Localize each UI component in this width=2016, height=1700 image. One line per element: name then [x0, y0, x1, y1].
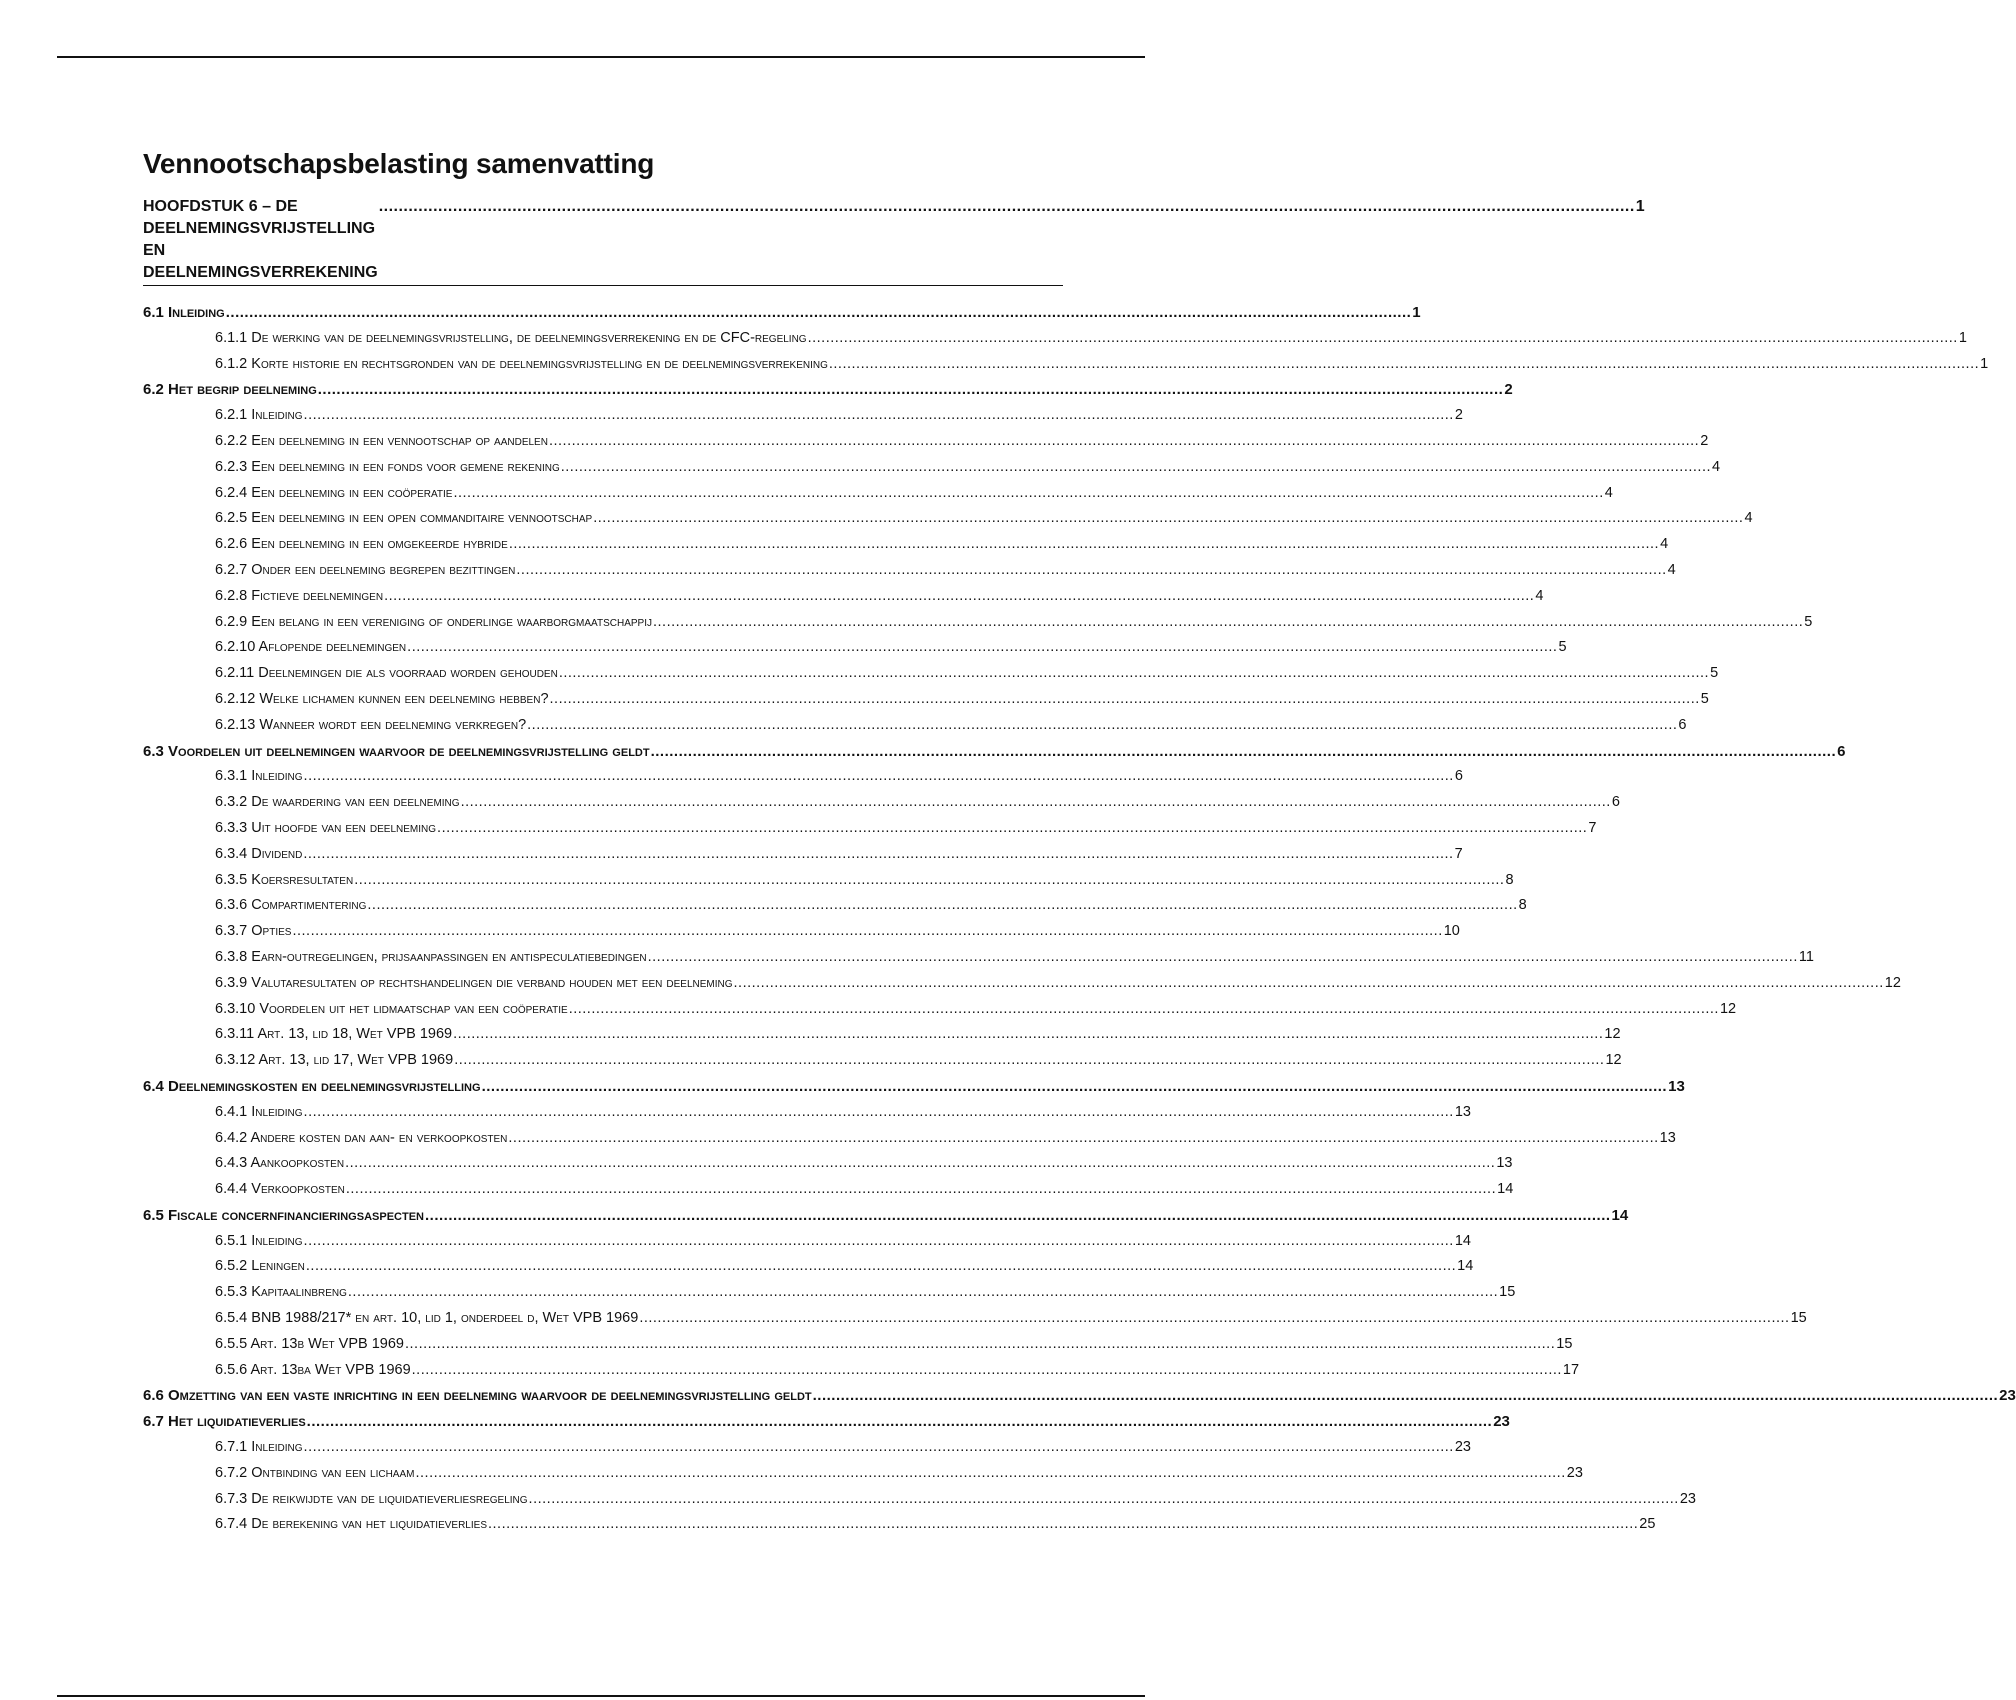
toc-entry-page: 12	[1884, 974, 1901, 991]
toc-entry-page: 23	[1493, 1413, 1510, 1431]
toc-entry-label: 6.3.12 Art. 13, lid 17, Wet VPB 1969	[215, 1052, 454, 1069]
toc-entry-page: 15	[1790, 1310, 1807, 1327]
toc-entry-label: 6.3.6 Compartimentering	[215, 897, 367, 914]
toc-entry-page: 1	[1412, 304, 1421, 321]
toc-entry-label: 6.7.4 De berekening van het liquidatieverlies	[215, 1516, 487, 1533]
toc-entry-page: 5	[1710, 665, 1719, 682]
toc-subsection-entry[interactable]	[143, 1358, 1580, 1384]
toc-leader-dots	[653, 610, 1803, 636]
toc-leader-dots	[813, 1383, 1999, 1409]
toc-section-entry[interactable]	[143, 377, 1513, 403]
toc-leader-dots	[454, 1048, 1604, 1074]
toc-entry-label: 6.2.8 Fictieve deelnemingen	[215, 587, 384, 604]
toc-entry-label: 6.2.4 Een deelneming in een coöperatie	[215, 484, 453, 501]
toc-chapter-label: HOOFDSTUK 6 – DE DEELNEMINGSVRIJSTELLING EN DEELNEMINGSVERREKENING	[143, 198, 378, 281]
toc-entry-label: 6.6 Omzetting van een vaste inrichting in een deelneming waarvoor de deelnemingsvrijstelling geldt	[143, 1387, 812, 1405]
toc-entry-page: 15	[1556, 1335, 1573, 1352]
toc-leader-dots	[569, 997, 1719, 1023]
toc-entry-label: 6.1 Inleiding	[143, 304, 225, 321]
toc-entry-page: 4	[1660, 536, 1669, 553]
toc-entry-page: 23	[1454, 1439, 1471, 1456]
toc-section-entry[interactable]	[143, 739, 1846, 765]
toc-subsection-entry[interactable]	[143, 1151, 1513, 1177]
toc-subsection-entry[interactable]	[143, 1280, 1516, 1306]
toc-leader-dots	[509, 532, 1659, 558]
toc-leader-dots	[304, 403, 1454, 429]
toc-entry-label: 6.2.9 Een belang in een vereniging of onderlinge waarborgmaatschappij	[215, 613, 652, 630]
toc-subsection-entry[interactable]	[143, 790, 1620, 816]
toc-subsection-entry[interactable]	[143, 455, 1721, 481]
toc-subsection-entry[interactable]	[143, 1254, 1474, 1280]
toc-subsection-entry[interactable]	[143, 1100, 1471, 1126]
toc-subsection-entry[interactable]	[143, 971, 1901, 997]
toc-leader-dots	[482, 1074, 1668, 1100]
toc-leader-dots	[307, 1409, 1493, 1435]
toc-leader-dots	[651, 739, 1837, 765]
toc-subsection-entry[interactable]	[143, 403, 1463, 429]
toc-entry-label: 6.7.2 Ontbinding van een lichaam	[215, 1464, 415, 1481]
toc-entry-page: 4	[1667, 561, 1676, 578]
toc-leader-dots	[412, 1358, 1562, 1384]
toc-entry-page: 15	[1499, 1284, 1516, 1301]
toc-entry-label: 6.3.8 Earn-outregelingen, prijsaanpassingen en antispeculatiebedingen	[215, 948, 647, 965]
toc-entry-label: 6.2.2 Een deelneming in een vennootschap op aandelen	[215, 432, 548, 449]
toc-leader-dots	[379, 196, 1635, 218]
toc-subsection-entry[interactable]	[143, 352, 1989, 378]
toc-leader-dots	[559, 661, 1709, 687]
toc-entry-page: 8	[1518, 897, 1527, 914]
toc-leader-dots	[516, 558, 1666, 584]
toc-chapter-page: 1	[1635, 198, 1645, 215]
toc-entry-page: 11	[1798, 948, 1814, 965]
toc-entry-page: 7	[1454, 845, 1463, 862]
toc-entry-label: 6.2.1 Inleiding	[215, 407, 303, 424]
toc-leader-dots	[226, 300, 1412, 326]
toc-subsection-entry[interactable]	[143, 764, 1463, 790]
toc-entry-label: 6.2.10 Aflopende deelnemingen	[215, 639, 407, 656]
toc-entry-label: 6.7 Het liquidatieverlies	[143, 1413, 306, 1431]
toc-leader-dots	[437, 816, 1587, 842]
toc-entry-label: 6.5.3 Kapitaalinbreng	[215, 1284, 347, 1301]
toc-subsection-entry[interactable]	[143, 1487, 1696, 1513]
header-rule	[57, 56, 1145, 58]
toc-entry-page: 6	[1678, 716, 1687, 733]
toc-entry-label: 6.3.10 Voordelen uit het lidmaatschap van een coöperatie	[215, 1000, 568, 1017]
toc-leader-dots	[304, 1229, 1454, 1255]
toc-subsection-entry[interactable]	[143, 893, 1527, 919]
toc-entry-page: 13	[1496, 1155, 1513, 1172]
toc-leader-dots	[529, 1487, 1679, 1513]
toc-entry-page: 14	[1497, 1181, 1514, 1198]
toc-subsection-entry[interactable]	[143, 945, 1814, 971]
toc-leader-dots	[407, 635, 1557, 661]
toc-leader-dots	[808, 326, 1958, 352]
toc-leader-dots	[306, 1254, 1456, 1280]
toc-leader-dots	[527, 713, 1677, 739]
toc-leader-dots	[318, 377, 1504, 403]
toc-subsection-entry[interactable]	[143, 1332, 1573, 1358]
toc-subsection-entry[interactable]	[143, 919, 1460, 945]
toc-entry-page: 25	[1639, 1516, 1656, 1533]
toc-entry-label: 6.3.5 Koersresultaten	[215, 871, 354, 888]
toc-subsection-entry[interactable]	[143, 842, 1463, 868]
toc-entry-label: 6.4.1 Inleiding	[215, 1103, 303, 1120]
toc-entry-label: 6.5.6 Art. 13ba Wet VPB 1969	[215, 1361, 411, 1378]
toc-leader-dots	[425, 1203, 1611, 1229]
toc-entry-label: 6.3.1 Inleiding	[215, 768, 303, 785]
toc-entry-page: 6	[1837, 742, 1846, 760]
toc-leader-dots	[292, 919, 1442, 945]
toc-entry-label: 6.3.9 Valutaresultaten op rechtshandelingen die verband houden met een deelneming	[215, 974, 733, 991]
toc-subsection-entry[interactable]	[143, 661, 1719, 687]
toc-entry-label: 6.3.7 Opties	[215, 923, 292, 940]
toc-entry-label: 6.1.2 Korte historie en rechtsgronden van de deelnemingsvrijstelling en de deelnemingsverrekening	[215, 355, 828, 372]
toc-entry-label: 6.1.1 De werking van de deelnemingsvrijstelling, de deelnemingsverrekening en de CFC-regeling	[215, 329, 807, 346]
toc-entry-label: 6.2.6 Een deelneming in een omgekeerde hybride	[215, 536, 508, 553]
toc-entry-label: 6.3 Voordelen uit deelnemingen waarvoor de deelnemingsvrijstelling geldt	[143, 742, 650, 760]
toc-subsection-entry[interactable]	[143, 997, 1737, 1023]
toc-entry-page: 1	[1980, 355, 1989, 372]
toc-entry-page: 12	[1604, 1026, 1621, 1043]
toc-entry-label: 6.3.2 De waardering van een deelneming	[215, 794, 460, 811]
toc-entry-page: 14	[1454, 1232, 1471, 1249]
toc-leader-dots	[367, 893, 1517, 919]
toc-leader-dots	[734, 971, 1884, 997]
toc-leader-dots	[345, 1151, 1495, 1177]
document-title: Vennootschapsbelasting samenvatting	[143, 148, 655, 179]
toc-subsection-entry[interactable]	[143, 1229, 1471, 1255]
toc-leader-dots	[829, 352, 1979, 378]
toc-entry-label: 6.2.3 Een deelneming in een fonds voor gemene rekening	[215, 458, 560, 475]
toc-leader-dots	[304, 1435, 1454, 1461]
toc-section-entry[interactable]	[143, 1409, 1510, 1435]
toc-entry-page: 17	[1562, 1361, 1580, 1378]
toc-subsection-entry[interactable]	[143, 532, 1669, 558]
toc-chapter-entry[interactable]	[143, 196, 1645, 286]
toc-entry-page: 14	[1457, 1258, 1474, 1275]
toc-subsection-entry[interactable]	[143, 687, 1709, 713]
toc-entry-label: 6.2.11 Deelnemingen die als voorraad worden gehouden	[215, 665, 558, 682]
toc-leader-dots	[593, 506, 1743, 532]
toc-entry-label: 6.2 Het begrip deelneming	[143, 381, 317, 399]
toc-leader-dots	[303, 842, 1453, 868]
toc-entry-page: 23	[1679, 1490, 1696, 1507]
toc-entry-page: 13	[1668, 1077, 1685, 1095]
toc-entry-page: 4	[1744, 510, 1753, 527]
toc-section-entry[interactable]	[143, 1383, 2016, 1409]
page-content	[143, 144, 2016, 1538]
toc-entry-label: 6.2.5 Een deelneming in een open commanditaire vennootschap	[215, 510, 593, 527]
toc-entry-page: 5	[1558, 639, 1567, 656]
toc-section-entry[interactable]	[143, 300, 1421, 326]
toc-leader-dots	[348, 1280, 1498, 1306]
toc-entry-label: 6.5 Fiscale concernfinancieringsaspecten	[143, 1206, 424, 1224]
toc-entry-label: 6.7.3 De reikwijdte van de liquidatieverliesregeling	[215, 1490, 528, 1507]
toc-subsection-entry[interactable]	[143, 635, 1567, 661]
toc-leader-dots	[354, 868, 1504, 894]
toc-entry-page: 4	[1535, 587, 1544, 604]
toc-leader-dots	[453, 481, 1603, 507]
toc-entry-page: 5	[1700, 690, 1709, 707]
toc-section-entry[interactable]	[143, 1203, 1629, 1229]
toc-entry-page: 13	[1454, 1103, 1471, 1120]
toc-entry-page: 14	[1611, 1206, 1629, 1224]
toc-subsection-entry[interactable]	[143, 1022, 1621, 1048]
toc-subsection-entry[interactable]	[143, 816, 1597, 842]
toc-subsection-entry[interactable]	[143, 713, 1687, 739]
toc-subsection-entry[interactable]	[143, 868, 1514, 894]
toc-subsection-entry[interactable]	[143, 326, 1967, 352]
toc-subsection-entry[interactable]	[143, 429, 1709, 455]
toc-leader-dots	[453, 1022, 1603, 1048]
toc-entry-label: 6.5.5 Art. 13b Wet VPB 1969	[215, 1335, 404, 1352]
toc-leader-dots	[415, 1461, 1565, 1487]
toc-entry-page: 6	[1454, 768, 1463, 785]
toc-subsection-entry[interactable]	[143, 506, 1753, 532]
toc-entry-label: 6.7.1 Inleiding	[215, 1439, 303, 1456]
toc-entry-page: 2	[1504, 381, 1513, 399]
toc-subsection-entry[interactable]	[143, 481, 1613, 507]
toc-entry-label: 6.2.7 Onder een deelneming begrepen bezittingen	[215, 561, 516, 578]
toc-leader-dots	[549, 429, 1699, 455]
toc-entry-label: 6.2.12 Welke lichamen kunnen een deelneming hebben?	[215, 690, 549, 707]
toc-entry-page: 4	[1604, 484, 1613, 501]
table-of-contents	[143, 300, 2016, 1538]
toc-entry-label: 6.3.3 Uit hoofde van een deelneming	[215, 819, 437, 836]
toc-entry-page: 5	[1804, 613, 1813, 630]
toc-entry-page: 7	[1588, 819, 1597, 836]
toc-entry-label: 6.5.4 BNB 1988/217* en art. 10, lid 1, onderdeel d, Wet VPB 1969	[215, 1310, 639, 1327]
toc-entry-label: 6.4.2 Andere kosten dan aan- en verkoopkosten	[215, 1129, 508, 1146]
footer-rule	[57, 1695, 1145, 1697]
toc-leader-dots	[561, 455, 1711, 481]
toc-subsection-entry[interactable]	[143, 610, 1813, 636]
toc-leader-dots	[384, 584, 1534, 610]
toc-entry-label: 6.4.3 Aankoopkosten	[215, 1155, 345, 1172]
toc-subsection-entry[interactable]	[143, 584, 1544, 610]
toc-entry-label: 6.4.4 Verkoopkosten	[215, 1181, 345, 1198]
toc-leader-dots	[639, 1306, 1789, 1332]
toc-leader-dots	[461, 790, 1611, 816]
toc-entry-page: 2	[1700, 432, 1709, 449]
toc-section-entry[interactable]	[143, 1074, 1685, 1100]
toc-leader-dots	[488, 1512, 1638, 1538]
toc-leader-dots	[405, 1332, 1555, 1358]
toc-entry-label: 6.3.11 Art. 13, lid 18, Wet VPB 1969	[215, 1026, 453, 1043]
toc-subsection-entry[interactable]	[143, 1048, 1622, 1074]
toc-subsection-entry[interactable]	[143, 1126, 1676, 1152]
toc-entry-label: 6.2.13 Wanneer wordt een deelneming verkregen?	[215, 716, 527, 733]
toc-entry-label: 6.4 Deelnemingskosten en deelnemingsvrijstelling	[143, 1077, 481, 1095]
toc-leader-dots	[550, 687, 1700, 713]
toc-entry-page: 10	[1443, 923, 1460, 940]
toc-entry-label: 6.5.1 Inleiding	[215, 1232, 303, 1249]
toc-entry-page: 23	[1566, 1464, 1583, 1481]
toc-subsection-entry[interactable]	[143, 1435, 1471, 1461]
toc-entry-page: 13	[1659, 1129, 1676, 1146]
toc-subsection-entry[interactable]	[143, 1512, 1656, 1538]
toc-leader-dots	[648, 945, 1798, 971]
toc-entry-page: 12	[1719, 1000, 1737, 1017]
toc-entry-page: 8	[1505, 871, 1514, 888]
toc-leader-dots	[304, 1100, 1454, 1126]
toc-entry-page: 4	[1712, 458, 1721, 475]
toc-entry-page: 1	[1958, 329, 1967, 346]
toc-subsection-entry[interactable]	[143, 558, 1676, 584]
toc-subsection-entry[interactable]	[143, 1461, 1583, 1487]
toc-subsection-entry[interactable]	[143, 1306, 1807, 1332]
toc-entry-page: 23	[1999, 1387, 2016, 1405]
toc-subsection-entry[interactable]	[143, 1177, 1514, 1203]
toc-entry-label: 6.5.2 Leningen	[215, 1258, 305, 1275]
toc-entry-label: 6.3.4 Dividend	[215, 845, 303, 862]
toc-leader-dots	[508, 1126, 1658, 1152]
toc-entry-page: 6	[1611, 794, 1620, 811]
toc-leader-dots	[346, 1177, 1496, 1203]
toc-entry-page: 12	[1605, 1052, 1622, 1069]
toc-leader-dots	[304, 764, 1454, 790]
toc-entry-page: 2	[1454, 407, 1463, 424]
